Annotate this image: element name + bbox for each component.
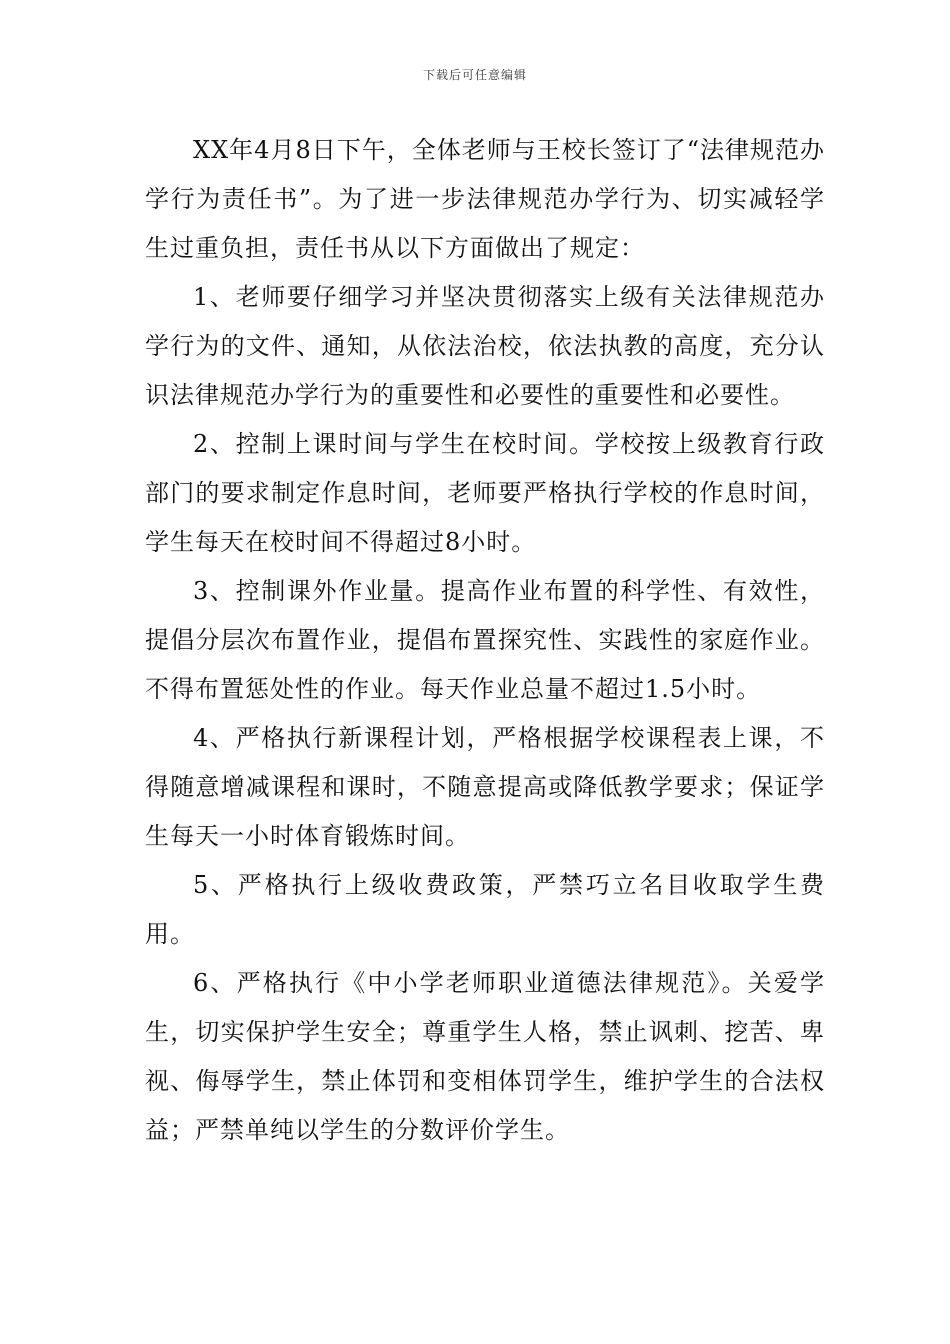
paragraph-item-6: 6、严格执行《中小学老师职业道德法律规范》。关爱学生，切实保护学生安全；尊重学生人格，禁止讽刺、挖苦、卑视、侮辱学生，禁止体罚和变相体罚学生，维护学生的合法权益；严禁单纯以学生的分数评价学生。 bbox=[145, 969, 825, 1144]
paragraph-item-2: 2、控制上课时间与学生在校时间。学校按上级教育行政部门的要求制定作息时间，老师要严格执行学校的作息时间，学生每天在校时间不得超过8小时。 bbox=[145, 430, 825, 556]
paragraph-item-5: 5、严格执行上级收费政策，严禁巧立名目收取学生费用。 bbox=[145, 871, 825, 948]
paragraph-item-4: 4、严格执行新课程计划，严格根据学校课程表上课，不得随意增减课程和课时，不随意提高或降低教学要求；保证学生每天一小时体育锻炼时间。 bbox=[145, 724, 825, 850]
document-body bbox=[145, 126, 825, 1155]
header-note: 下载后可任意编辑 bbox=[422, 68, 527, 82]
paragraph-intro: XX年4月8日下午，全体老师与王校长签订了“法律规范办学行为责任书”。为了进一步法律规范办学行为、切实减轻学生过重负担，责任书从以下方面做出了规定： bbox=[145, 136, 825, 262]
paragraph-item-3: 3、控制课外作业量。提高作业布置的科学性、有效性，提倡分层次布置作业，提倡布置探究性、实践性的家庭作业。不得布置惩处性的作业。每天作业总量不超过1.5小时。 bbox=[145, 577, 825, 703]
paragraph-item-1: 1、老师要仔细学习并坚决贯彻落实上级有关法律规范办学行为的文件、通知，从依法治校，依法执教的高度，充分认识法律规范办学行为的重要性和必要性的重要性和必要性。 bbox=[145, 283, 825, 409]
